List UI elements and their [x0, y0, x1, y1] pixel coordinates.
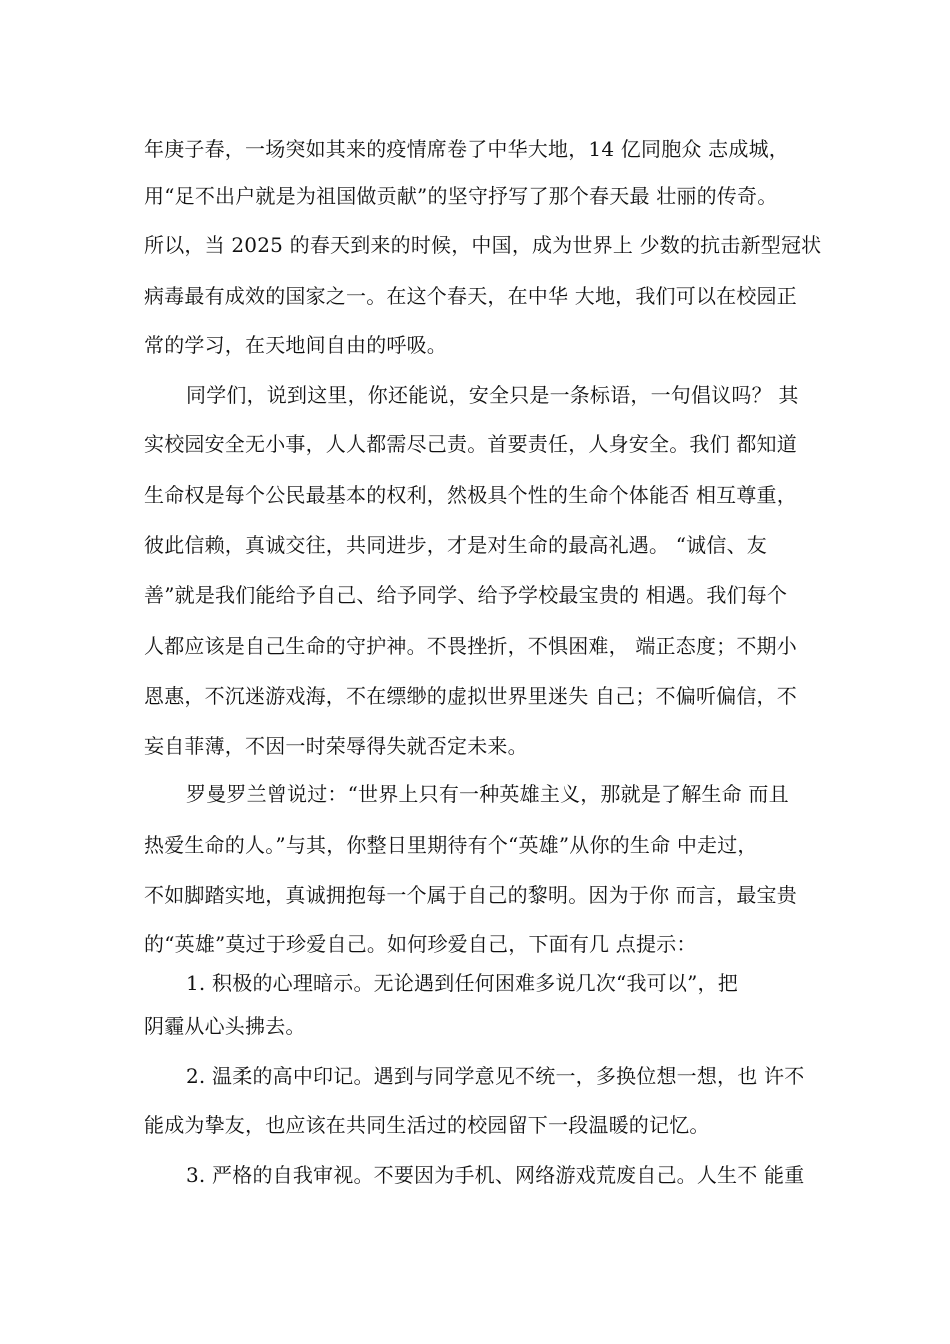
text-line: 所以，当 2025 的春天到来的时候，中国，成为世界上 少数的抗击新型冠状 — [144, 233, 822, 257]
paragraph-first-line: 同学们，说到这里，你还能说，安全只是一条标语，一句倡议吗？ 其 — [186, 383, 799, 407]
text-line: 善”就是我们能给予自己、给予同学、给予学校最宝贵的 相遇。我们每个 — [144, 583, 788, 607]
paragraph-first-line: 罗曼罗兰曾说过：“世界上只有一种英雄主义，那就是了解生命 而且 — [186, 782, 789, 806]
list-item-2: 2. 温柔的高中印记。遇到与同学意见不统一，多换位想一想，也 许不 — [186, 1064, 805, 1088]
text-line: 的“英雄”莫过于珍爱自己。如何珍爱自己，下面有几 点提示： — [144, 932, 697, 956]
text-line: 常的学习，在天地间自由的呼吸。 — [144, 333, 447, 357]
text-line: 用“足不出户就是为祖国做贡献”的坚守抒写了那个春天最 壮丽的传奇。 — [144, 184, 778, 208]
text-line: 年庚子春，一场突如其来的疫情席卷了中华大地，14 亿同胞众 志成城， — [144, 137, 789, 161]
text-line: 彼此信赖，真诚交往，共同进步，才是对生命的最高礼遇。 “诚信、友 — [144, 533, 767, 557]
text-line: 生命权是每个公民最基本的权利，然极具个性的生命个体能否 相互尊重， — [144, 483, 797, 507]
text-line: 热爱生命的人。”与其，你整日里期待有个“英雄”从你的生命 中走过， — [144, 833, 758, 857]
text-line: 人都应该是自己生命的守护神。不畏挫折，不惧困难， 端正态度；不期小 — [144, 634, 797, 658]
list-item-3: 3. 严格的自我审视。不要因为手机、网络游戏荒废自己。人生不 能重 — [186, 1163, 805, 1187]
text-line: 不如脚踏实地，真诚拥抱每一个属于自己的黎明。因为于你 而言，最宝贵 — [144, 883, 797, 907]
text-line: 实校园安全无小事，人人都需尽己责。首要责任，人身安全。我们 都知道 — [144, 432, 797, 456]
text-line: 妄自菲薄，不因一时荣辱得失就否定未来。 — [144, 734, 528, 758]
text-line: 阴霾从心头拂去。 — [144, 1014, 306, 1038]
text-line: 能成为挚友，也应该在共同生活过的校园留下一段温暖的记忆。 — [144, 1113, 710, 1137]
list-item-1: 1. 积极的心理暗示。无论遇到任何困难多说几次“我可以”，把 — [186, 971, 738, 995]
text-line: 恩惠，不沉迷游戏海，不在缥缈的虚拟世界里迷失 自己；不偏听偏信，不 — [144, 684, 797, 708]
text-line: 病毒最有成效的国家之一。在这个春天，在中华 大地，我们可以在校园正 — [144, 284, 797, 308]
